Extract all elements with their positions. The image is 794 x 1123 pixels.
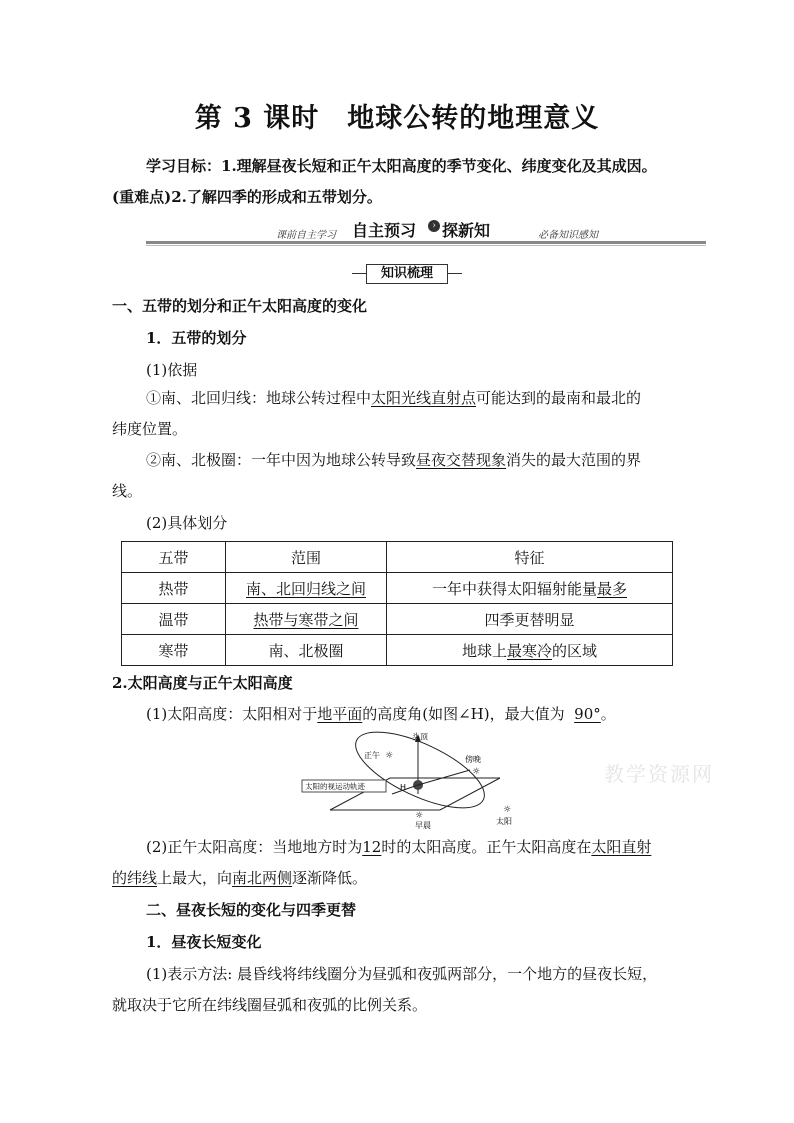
table-header-row xyxy=(122,542,673,573)
noon-label: 正午 xyxy=(364,751,380,760)
section-banner xyxy=(146,218,706,246)
header-zone: 五带 xyxy=(122,542,226,573)
answer-direct-point: 太阳光线直射点 xyxy=(371,389,477,407)
angle-h-label: H xyxy=(400,783,407,792)
sun-icon: ☼ xyxy=(415,811,424,821)
goals-line1: 学习目标：1.理解昼夜长短和正午太阳高度的季节变化、纬度变化及其成因。 xyxy=(146,157,657,175)
sun-icon: ☼ xyxy=(385,751,394,761)
section2-p1: (1)表示方法: 晨昏线将纬线圈分为昼弧和夜弧两部分，一个地方的昼夜长短， xyxy=(146,965,658,983)
section1-sub1: 1．五带的划分 xyxy=(146,329,247,347)
section2-heading: 二、昼夜长短的变化与四季更替 xyxy=(146,901,357,919)
table-row: 热带 南、北回归线之间 一年中获得太阳辐射能量最多 xyxy=(122,573,673,604)
basis-item-2-cont: 线。 xyxy=(112,482,143,500)
dusk-label: 傍晚 xyxy=(465,755,481,764)
zones-table xyxy=(121,541,673,666)
knowledge-tag xyxy=(352,264,462,284)
morning-label: 早晨 xyxy=(415,821,431,830)
banner-left-text: 课前自主学习 xyxy=(276,230,336,241)
answer-daynight-alternation: 昼夜交替现象 xyxy=(416,451,507,469)
solar-altitude-def: (1)太阳高度：太阳相对于地平面的高度角(如图∠H)，最大值为 90°。 xyxy=(146,705,616,723)
sun-icon: ☼ xyxy=(472,767,481,777)
sun-label: 太阳 xyxy=(496,817,512,826)
noon-altitude-def-cont: 的纬线上最大，向南北两侧逐渐降低。 xyxy=(112,869,368,887)
section2-sub1: 1．昼夜长短变化 xyxy=(146,933,262,951)
noon-altitude-def: (2)正午太阳高度：当地地方时为12时的太阳高度。正午太阳高度在太阳直射 xyxy=(146,838,652,856)
banner-right-text: 必备知识感知 xyxy=(538,230,598,241)
division-label: (2)具体划分 xyxy=(146,514,228,532)
section2-p2: 就取决于它所在纬线圈昼弧和夜弧的比例关系。 xyxy=(112,996,428,1014)
basis-item-2: ②南、北极圈：一年中因为地球公转导致昼夜交替现象消失的最大范围的界 xyxy=(146,451,642,469)
header-range: 范围 xyxy=(226,542,387,573)
banner-main-text: 自主预习 xyxy=(352,221,417,240)
zenith-label: 头顶 xyxy=(412,732,428,742)
banner-rule-thin xyxy=(146,245,706,246)
arrow-icon: › xyxy=(428,220,440,232)
table-row: 寒带 南、北极圈 地球上最寒冷的区域 xyxy=(122,635,673,666)
tag-label: 知识梳理 xyxy=(366,264,448,284)
basis-label: (1)依据 xyxy=(146,361,198,379)
header-feature: 特征 xyxy=(387,542,673,573)
goals-line2: (重难点)2.了解四季的形成和五带划分。 xyxy=(112,188,382,206)
sun-path-label: 太阳的视运动轨迹 xyxy=(305,782,365,791)
basis-item-1-cont: 纬度位置。 xyxy=(112,420,188,438)
section1-heading: 一、五带的划分和正午太阳高度的变化 xyxy=(112,297,368,315)
table-row: 温带 热带与寒带之间 四季更替明显 xyxy=(122,604,673,635)
section1-sub2: 2.太阳高度与正午太阳高度 xyxy=(112,674,293,692)
banner-rule xyxy=(146,241,706,244)
basis-item-1: ①南、北回归线：地球公转过程中太阳光线直射点可能达到的最南和最北的 xyxy=(146,389,642,407)
sun-icon: ☼ xyxy=(503,805,512,815)
banner-main2-text: 探新知 xyxy=(442,221,491,240)
watermark: 教学资源网 xyxy=(604,762,714,786)
solar-path-diagram xyxy=(300,730,520,830)
page-title: 第 3 课时 地球公转的地理意义 xyxy=(194,103,600,134)
